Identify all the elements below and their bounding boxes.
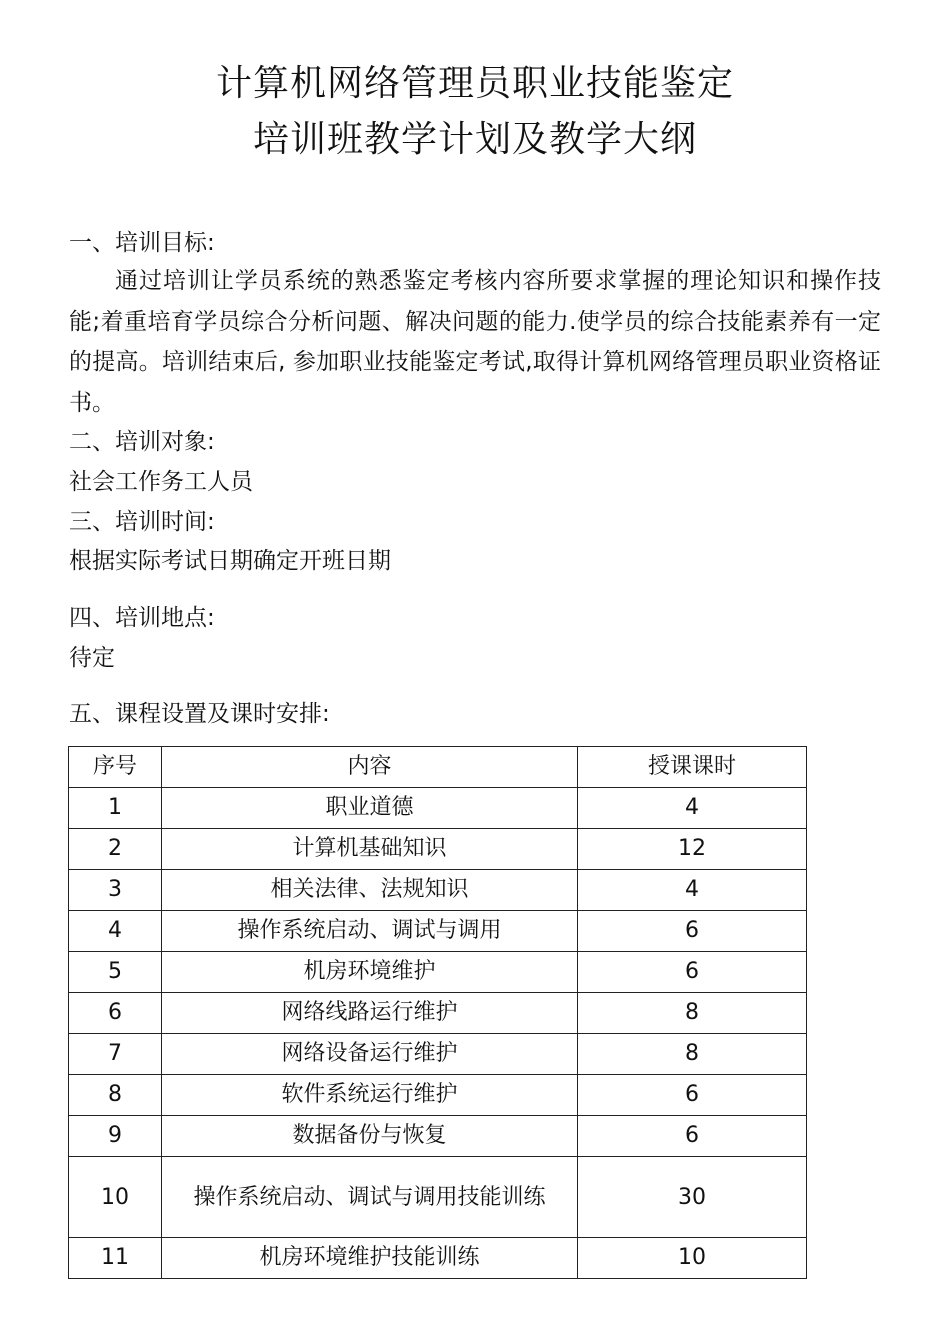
table-row	[69, 1238, 807, 1279]
table-row	[69, 870, 807, 911]
cell-hours: 8	[578, 993, 807, 1034]
cell-number: 3	[69, 870, 162, 911]
section-audience-body: 社会工作务工人员	[69, 469, 253, 495]
cell-number: 7	[69, 1034, 162, 1075]
cell-hours: 4	[578, 870, 807, 911]
cell-content: 操作系统启动、调试与调用技能训练	[162, 1157, 578, 1238]
table-row	[69, 1034, 807, 1075]
cell-hours: 30	[578, 1157, 807, 1238]
cell-content: 网络线路运行维护	[162, 993, 578, 1034]
cell-hours: 6	[578, 911, 807, 952]
table-header-row	[69, 747, 807, 788]
cell-content: 软件系统运行维护	[162, 1075, 578, 1116]
cell-content: 机房环境维护技能训练	[162, 1238, 578, 1279]
cell-number: 8	[69, 1075, 162, 1116]
section-time-body: 根据实际考试日期确定开班日期	[69, 548, 391, 574]
cell-hours: 8	[578, 1034, 807, 1075]
table-row	[69, 911, 807, 952]
table-row	[69, 1116, 807, 1157]
course-schedule-table	[68, 746, 807, 1279]
cell-number: 9	[69, 1116, 162, 1157]
cell-number: 11	[69, 1238, 162, 1279]
header-number: 序号	[69, 747, 162, 788]
table-row	[69, 1157, 807, 1238]
section-location-body: 待定	[69, 645, 115, 671]
cell-number: 4	[69, 911, 162, 952]
document-title-line-2: 培训班教学计划及教学大纲	[252, 119, 697, 160]
cell-content: 操作系统启动、调试与调用	[162, 911, 578, 952]
cell-hours: 12	[578, 829, 807, 870]
cell-content: 相关法律、法规知识	[162, 870, 578, 911]
section-goal-heading: 一、培训目标:	[69, 230, 215, 256]
cell-number: 10	[69, 1157, 162, 1238]
section-courses-heading: 五、课程设置及课时安排:	[69, 701, 330, 727]
cell-hours: 4	[578, 788, 807, 829]
cell-number: 2	[69, 829, 162, 870]
cell-content: 计算机基础知识	[162, 829, 578, 870]
section-time-heading: 三、培训时间:	[69, 509, 215, 535]
cell-number: 5	[69, 952, 162, 993]
table-row	[69, 788, 807, 829]
cell-number: 6	[69, 993, 162, 1034]
cell-hours: 6	[578, 1116, 807, 1157]
cell-hours: 6	[578, 1075, 807, 1116]
header-hours: 授课课时	[578, 747, 807, 788]
section-goal-body: 通过培训让学员系统的熟悉鉴定考核内容所要求掌握的理论知识和操作技能;着重培育学员综合分析问题、解决问题的能力.使学员的综合技能素养有一定的提高。培训结束后, 参加职业技能鉴定考试,取得计算机网络管理员职业资格证书。	[69, 268, 881, 416]
section-audience-heading: 二、培训对象:	[69, 429, 215, 455]
cell-content: 职业道德	[162, 788, 578, 829]
table-row	[69, 993, 807, 1034]
table-row	[69, 952, 807, 993]
table-row	[69, 1075, 807, 1116]
section-location-heading: 四、培训地点:	[69, 605, 215, 631]
header-content: 内容	[162, 747, 578, 788]
document-title-line-1: 计算机网络管理员职业技能鉴定	[215, 63, 734, 104]
cell-content: 网络设备运行维护	[162, 1034, 578, 1075]
cell-hours: 6	[578, 952, 807, 993]
cell-content: 数据备份与恢复	[162, 1116, 578, 1157]
cell-content: 机房环境维护	[162, 952, 578, 993]
cell-hours: 10	[578, 1238, 807, 1279]
cell-number: 1	[69, 788, 162, 829]
table-row	[69, 829, 807, 870]
